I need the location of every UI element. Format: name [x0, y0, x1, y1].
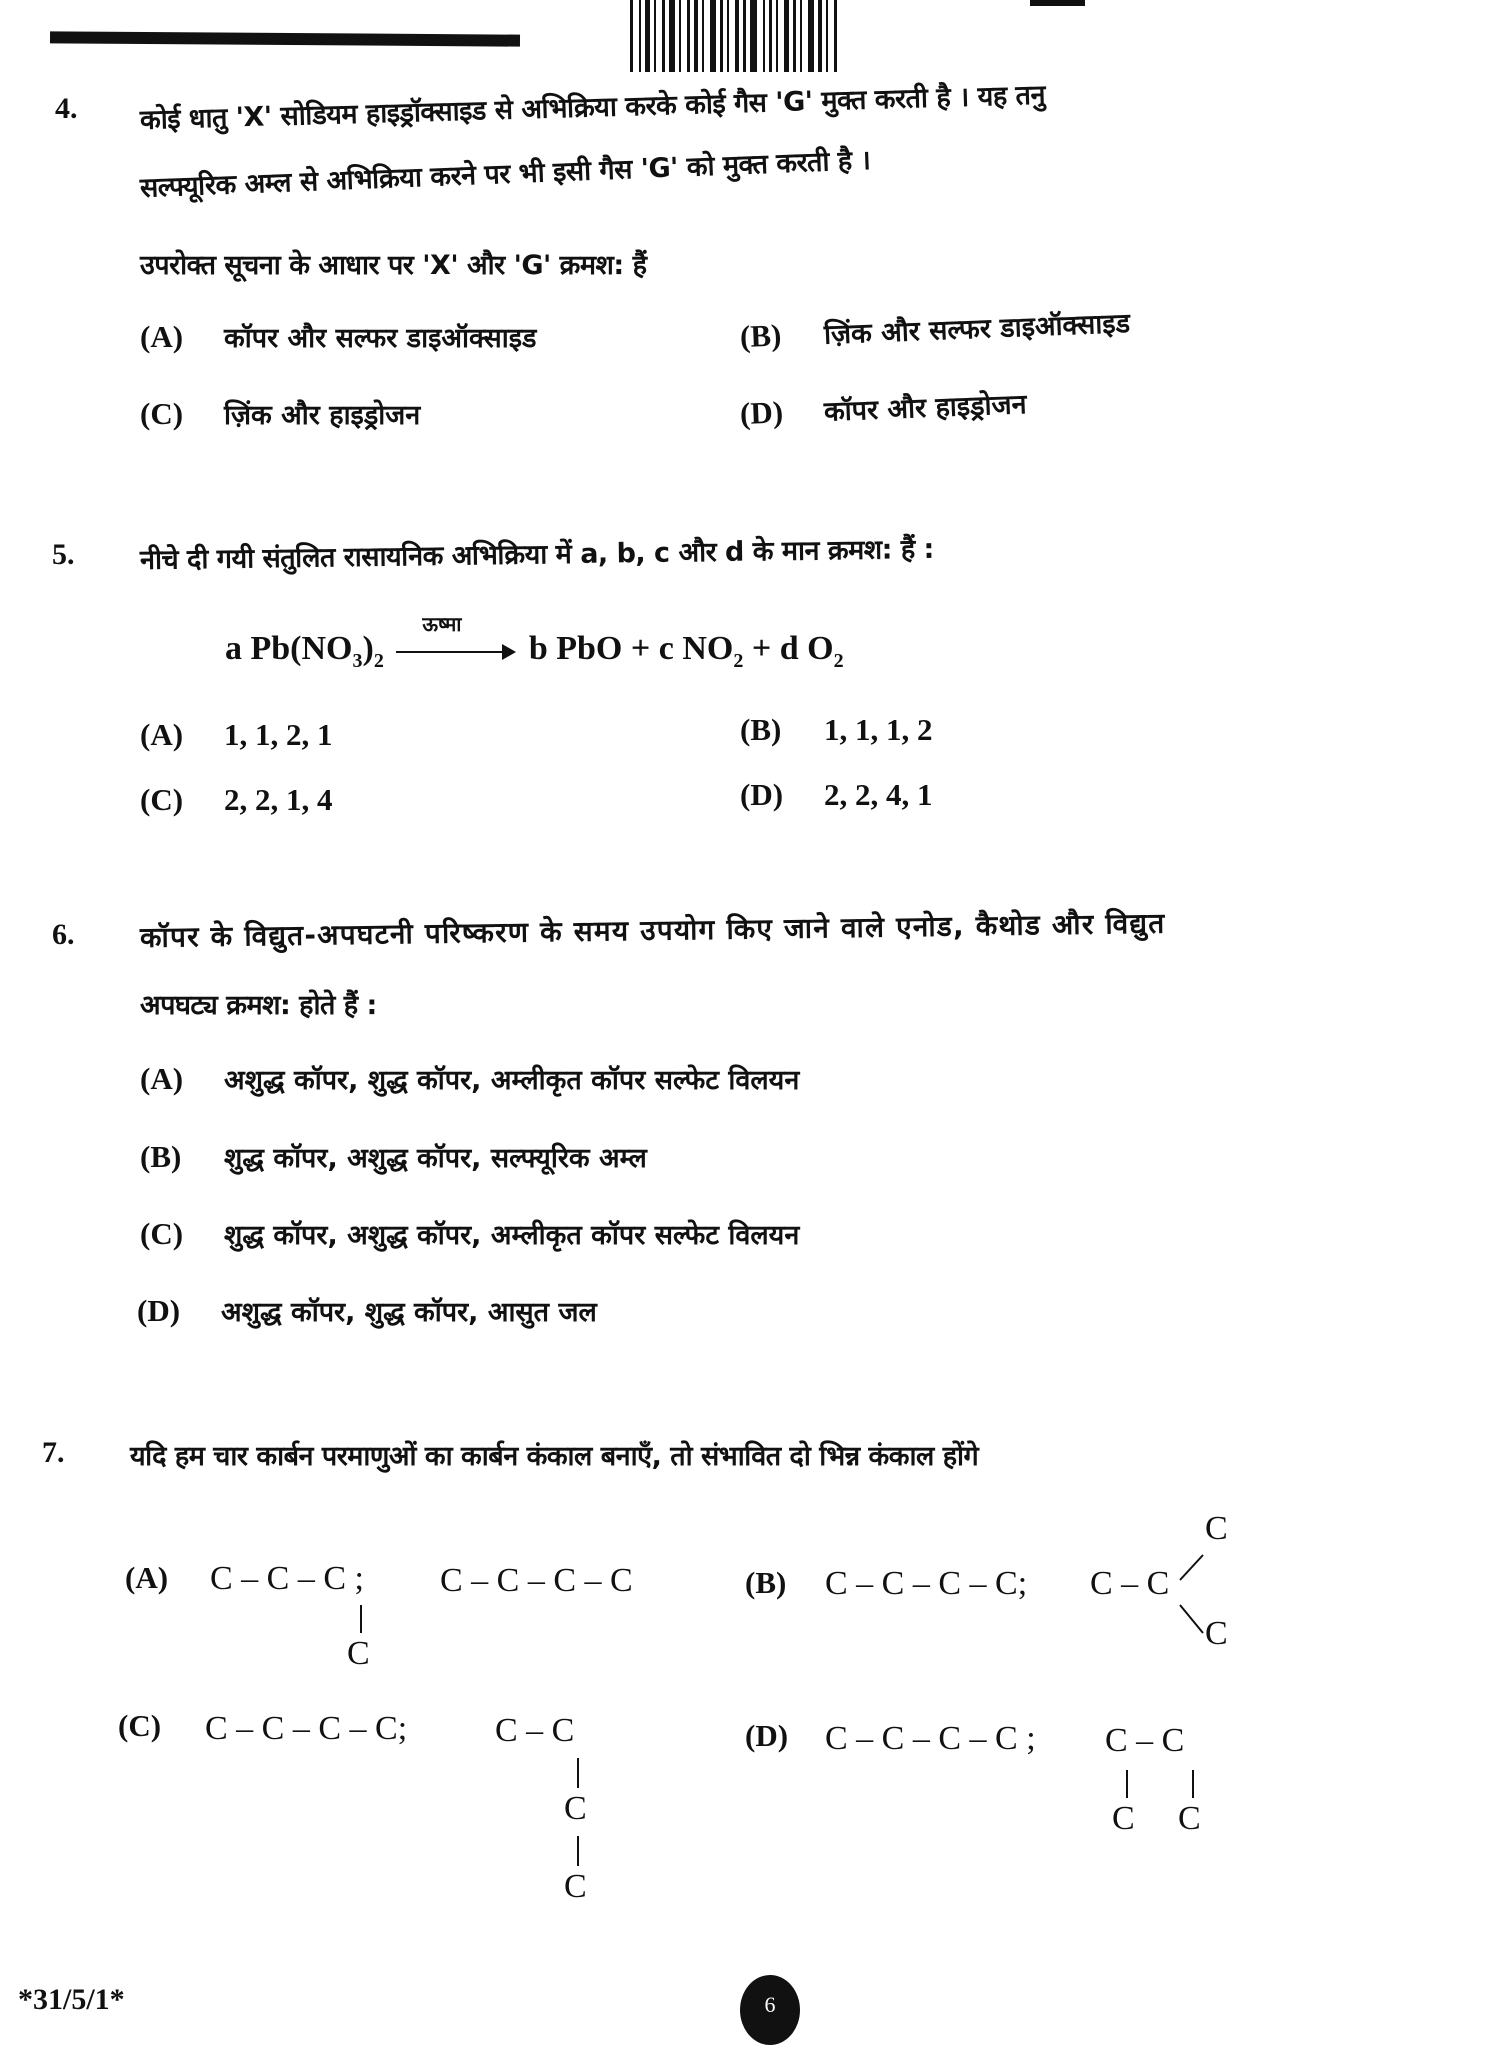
option-text: 1, 1, 1, 2	[824, 712, 933, 747]
branch-atom-right: C	[1178, 1800, 1201, 1837]
question-text-line: नीचे दी गयी संतुलित रासायनिक अभिक्रिया में a, b, c और d के मान क्रमश: हैं :	[139, 533, 935, 576]
arrow-label: ऊष्मा	[422, 612, 462, 637]
product-1: b PbO	[528, 630, 623, 667]
option-text: 1, 1, 2, 1	[224, 717, 333, 752]
paren: )	[362, 630, 374, 667]
question-text-line: अपघट्य क्रमश: होते हैं :	[140, 990, 377, 1021]
skeleton-2: C – C	[1090, 1565, 1170, 1602]
option-label: (A)	[140, 717, 184, 752]
coef-a: a	[225, 630, 242, 667]
product-3: d O	[779, 630, 834, 667]
option-text: शुद्ध कॉपर, अशुद्ध कॉपर, अम्लीकृत कॉपर सल्फेट विलयन	[224, 1220, 800, 1251]
option-text: 2, 2, 1, 4	[224, 782, 333, 817]
option-label: (C)	[140, 396, 184, 431]
option-c[interactable]	[140, 782, 333, 818]
branch-atom-down: C	[1205, 1615, 1228, 1652]
paper-code: *31/5/1*	[18, 1983, 125, 2016]
option-label: (D)	[745, 1718, 789, 1753]
option-c[interactable]	[140, 1215, 799, 1252]
option-c[interactable]	[140, 395, 420, 432]
question-number: 5.	[52, 538, 75, 571]
option-label: (B)	[745, 1565, 787, 1600]
subscript: 2	[733, 649, 744, 672]
bond-vertical	[360, 1605, 362, 1633]
option-label: (C)	[118, 1708, 162, 1743]
bond-vertical	[577, 1836, 579, 1866]
option-text: ज़िंक और हाइड्रोजन	[224, 400, 421, 431]
question-text-line: कोई धातु 'X' सोडियम हाइड्रॉक्साइड से अभिक्रिया करके कोई गैस 'G' मुक्त करती है । यह तनु	[139, 79, 1046, 136]
option-d[interactable]	[740, 777, 933, 813]
page-number: 6	[740, 1975, 800, 2045]
option-label: (D)	[739, 394, 784, 431]
option-a[interactable]	[140, 717, 333, 753]
option-a[interactable]	[140, 318, 536, 355]
option-text: कॉपर और सल्फर डाइऑक्साइड	[224, 323, 537, 354]
option-label: (B)	[140, 1139, 182, 1174]
bond-vertical	[577, 1758, 579, 1788]
skeleton-1: C – C – C ;	[210, 1560, 364, 1597]
bond-vertical	[1126, 1770, 1128, 1798]
skeleton-2: C – C	[495, 1712, 575, 1749]
corner-mark	[1030, 0, 1085, 6]
question-number: 6.	[52, 918, 75, 951]
branch-atom-left: C	[1112, 1800, 1135, 1837]
barcode-icon	[630, 0, 910, 72]
option-label: (A)	[140, 1061, 184, 1096]
plus: +	[751, 630, 772, 667]
product-2: c NO	[658, 630, 734, 667]
chain-atom: C	[564, 1868, 587, 1905]
option-text: 2, 2, 4, 1	[824, 777, 933, 812]
option-label: (C)	[140, 1216, 184, 1251]
header-rule	[50, 31, 520, 46]
option-label: (C)	[140, 782, 184, 817]
option-d[interactable]	[137, 1292, 597, 1329]
option-text: ज़िंक और सल्फर डाइऑक्साइड	[823, 308, 1131, 351]
option-b[interactable]	[140, 1138, 647, 1175]
option-d[interactable]	[739, 384, 1027, 432]
subscript: 3	[352, 649, 363, 672]
skeleton-1: C – C – C – C;	[825, 1565, 1028, 1602]
option-text: अशुद्ध कॉपर, शुद्ध कॉपर, आसुत जल	[221, 1297, 597, 1328]
branch-atom: C	[347, 1635, 370, 1672]
question-number: 7.	[42, 1436, 65, 1469]
question-text-line: कॉपर के विद्युत-अपघटनी परिष्करण के समय उपयोग किए जाने वाले एनोड, कैथोड और विद्युत	[139, 906, 1166, 954]
option-label: (B)	[739, 317, 782, 354]
question-text-line: सल्फ्यूरिक अम्ल से अभिक्रिया करने पर भी इसी गैस 'G' को मुक्त करती है ।	[139, 144, 871, 204]
skeleton-1: C – C – C – C ;	[825, 1720, 1036, 1757]
option-text: अशुद्ध कॉपर, शुद्ध कॉपर, अम्लीकृत कॉपर सल्फेट विलयन	[224, 1065, 800, 1096]
subscript: 2	[373, 649, 384, 672]
chain-atom: C	[564, 1790, 587, 1827]
question-text-line: यदि हम चार कार्बन परमाणुओं का कार्बन कंकाल बनाएँ, तो संभावित दो भिन्न कंकाल होंगे	[130, 1441, 979, 1472]
skeleton-1: C – C – C – C;	[205, 1710, 408, 1747]
reactant: Pb(NO	[250, 630, 353, 667]
reaction-arrow-icon	[396, 612, 516, 666]
plus: +	[630, 630, 651, 667]
option-text: कॉपर और हाइड्रोजन	[823, 389, 1028, 428]
option-label: (B)	[740, 712, 782, 747]
skeleton-2: C – C	[1105, 1722, 1185, 1759]
chemical-equation	[225, 612, 844, 673]
option-label: (A)	[125, 1560, 169, 1595]
bond-vertical	[1192, 1770, 1194, 1798]
option-label: (D)	[740, 777, 784, 812]
option-label: (D)	[137, 1293, 181, 1328]
option-a[interactable]	[140, 1060, 799, 1097]
option-text: शुद्ध कॉपर, अशुद्ध कॉपर, सल्फ्यूरिक अम्ल	[224, 1143, 647, 1174]
question-text-line: उपरोक्त सूचना के आधार पर 'X' और 'G' क्रमश: हैं	[140, 250, 647, 281]
subscript: 2	[833, 649, 844, 672]
branch-atom-up: C	[1205, 1510, 1228, 1547]
question-number: 4.	[55, 92, 78, 125]
option-b[interactable]	[739, 303, 1130, 355]
skeleton-2: C – C – C – C	[440, 1562, 633, 1599]
option-b[interactable]	[740, 712, 933, 748]
option-label: (A)	[140, 319, 184, 354]
